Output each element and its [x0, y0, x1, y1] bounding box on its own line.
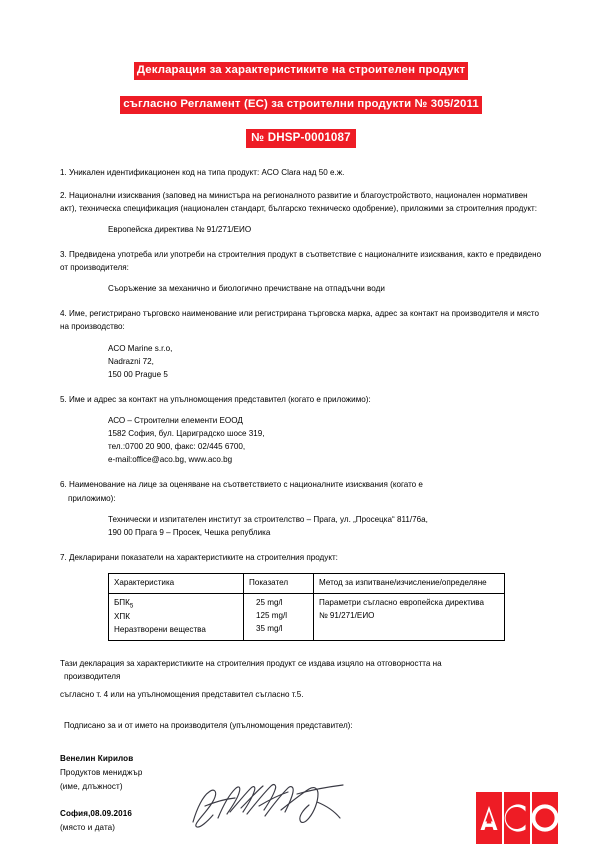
method-line-1: Параметри съгласно европейска директива	[319, 597, 485, 607]
notified-body-line-2: 190 00 Прага 9 – Просек, Чешка република	[108, 527, 271, 537]
document-title-block	[60, 60, 542, 148]
clause-6-text: 6. Наименование на лице за оценяване на съответствието с националните изисквания (когато е	[60, 480, 423, 490]
clause-2-value-text: Европейска директива № 91/271/ЕИО	[108, 224, 252, 234]
clause-6	[60, 478, 542, 504]
table-header-row	[109, 573, 505, 593]
clause-2: 2. Национални изисквания (заповед на министъра на регионалното развитие и благоустройството, национален нормативен акт), техническа спецификация (национален стандарт, българско техническо одобрение), приложими за строителния продукт:	[60, 190, 537, 213]
clause-1: 1. Уникален идентификационен код на типа продукт: ACO Clara над 50 е.ж.	[60, 167, 345, 177]
closing-statement-line-2: производителя	[64, 672, 121, 682]
characteristic-bpk5-text: БПК	[114, 597, 130, 607]
representative-address-line-2: 1582 София, бул. Цариградско шосе 319,	[108, 429, 265, 439]
value-suspended-solids: 35 mg/l	[256, 623, 283, 633]
representative-email-web: e-mail:office@aco.bg, www.aco.bg	[108, 455, 233, 465]
aco-logo	[476, 792, 558, 844]
characteristic-hpk: ХПК	[114, 612, 130, 622]
table-header-method: Метод за изпитване/изчисление/определяне	[314, 573, 505, 593]
aco-logo-tile-a	[476, 792, 502, 844]
table-header-value: Показател	[244, 573, 314, 593]
table-cell-method	[314, 593, 505, 640]
clause-3-value-text: Съоръжение за механично и биологично пречистване на отпадъчни води	[108, 284, 385, 294]
notified-body-line-1: Технически и изпитателен институт за строителство – Прага, ул. „Просецка“ 811/76а,	[108, 514, 428, 524]
title-line-2	[60, 94, 542, 114]
table-header-characteristic: Характеристика	[109, 573, 244, 593]
signatory-role: Продуктов мениджър	[60, 767, 143, 777]
signatory-name: Венелин Кирилов	[60, 753, 134, 763]
signature-block	[60, 752, 542, 836]
clause-5: 5. Име и адрес за контакт на упълномощения представител (когато е приложимо):	[60, 394, 371, 404]
table-cell-values	[244, 593, 314, 640]
letter-o-icon	[532, 792, 558, 844]
title-line-1-text: Декларация за характеристиките на строителен продукт	[134, 62, 468, 80]
value-bpk5: 25 mg/l	[256, 597, 283, 607]
manufacturer-address-line-3: 150 00 Prague 5	[108, 369, 168, 379]
closing-statement-line-3: съгласно т. 4 или на упълномощения представител съгласно т.5.	[60, 689, 304, 699]
aco-logo-tile-c	[504, 792, 530, 844]
aco-logo-tile-o	[532, 792, 558, 844]
table-cell-characteristics	[109, 593, 244, 640]
clause-2-value	[60, 223, 542, 236]
characteristic-bpk5-subscript: 5	[129, 602, 134, 610]
manufacturer-address	[60, 342, 542, 381]
signed-on-behalf-intro: Подписано за и от името на производителя (упълномощения представител):	[64, 720, 353, 730]
declaration-number	[60, 128, 542, 147]
closing-statement-line-1: Тази декларация за характеристиките на строителния продукт се издава изцяло на отговорността на	[60, 659, 442, 669]
clause-3-value	[60, 282, 542, 295]
value-hpk: 125 mg/l	[256, 610, 288, 620]
signature-spacer	[60, 793, 542, 807]
clause-4: 4. Име, регистрирано търговско наименование или регистрирана търговска марка, адрес за контакт на производителя и място на производство:	[60, 309, 540, 332]
clause-3: 3. Предвидена употреба или употреби на строителния продукт в съответствие с националните изисквания, както е предвидено от производителя:	[60, 249, 542, 273]
signature-place-date-hint: (място и дата)	[60, 823, 116, 833]
representative-address-line-1: АСО – Строителни елементи ЕООД	[108, 415, 243, 425]
characteristic-bpk5	[114, 597, 238, 612]
clause-6-text-cont: приложимо):	[68, 493, 116, 503]
signatory-hint: (име, длъжност)	[60, 781, 123, 791]
letter-a-icon	[476, 792, 502, 844]
method-line-2: № 91/271/ЕИО	[319, 610, 375, 620]
declaration-number-text: № DHSP-0001087	[246, 129, 355, 147]
title-line-2-text: съгласно Регламент (ЕС) за строителни продукти № 305/2011	[120, 96, 482, 114]
characteristic-suspended-solids: Неразтворени вещества	[114, 625, 206, 635]
manufacturer-address-line-1: ACO Marine s.r.o,	[108, 343, 173, 353]
notified-body-address	[60, 513, 542, 539]
table-row	[109, 593, 505, 640]
manufacturer-address-line-2: Nadrazni 72,	[108, 356, 154, 366]
performance-table	[108, 573, 505, 641]
clause-7: 7. Декларирани показатели на характеристиките на строителния продукт:	[60, 552, 338, 562]
representative-address	[60, 414, 542, 466]
title-line-1	[60, 60, 542, 80]
signature-place-date: София,08.09.2016	[60, 809, 132, 819]
representative-phone-fax: тел.:0700 20 900, факс: 02/445 6700,	[108, 442, 246, 452]
closing-statement	[60, 657, 542, 683]
letter-c-icon	[504, 792, 530, 844]
performance-table-wrap	[60, 573, 542, 641]
